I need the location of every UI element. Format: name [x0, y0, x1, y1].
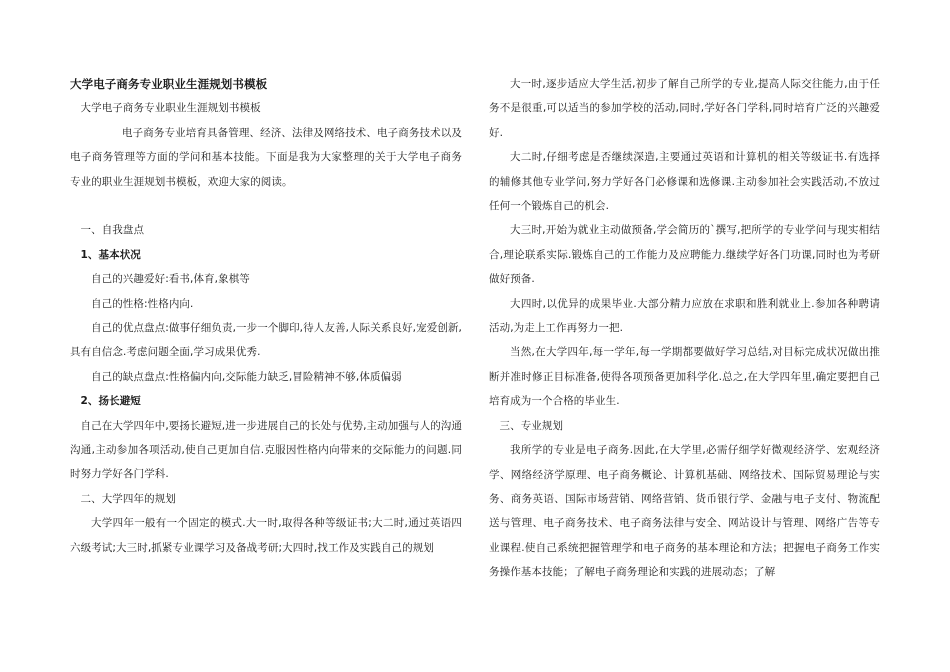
paragraph-improve: 自己在大学四年中,要扬长避短,进一步进展自己的长处与优势,主动加强与人的沟通沟通,主动参加各项活动,使自己更加自信.克服因性格内向带来的交际能力的问题.同时努力学好各门学科. — [70, 419, 462, 481]
paragraph-year4: 大四时,以优异的成果毕业.大部分精力应放在求职和胜利就业上.参加各种聘请活动,为走上工作再努力一把. — [489, 297, 880, 335]
paragraph-major: 我所学的专业是电子商务.因此,在大学里,必需仔细学好微观经济学、宏观经济学、网络经济学原理、电子商务概论、计算机基础、网络技术、国际贸易理论与实务、商务英语、国际市场营销、网络营销、货币银行学、金融与电子支付、物流配送与管理、电子商务技术、电子商务法律与安全、网站设计与管理、网络广告等专业课程.使自己系统把握管理学和电子商务的基本理论和方法；把握电子商务工作实务操作基本技能；了解电子商务理论和实践的进展动态；了解 — [489, 444, 880, 579]
paragraph-personality: 自己的性格:性格内向. — [91, 297, 194, 310]
left-column — [70, 72, 462, 560]
paragraph-year3: 大三时,开始为就业主动做预备,学会简历的`撰写,把所学的专业学问与现实相结合,理论联系实际.锻炼自己的工作能力及应聘能力.继续学好各门功课,同时也为考研做好预备. — [489, 224, 880, 286]
paragraph-year1: 大一时,逐步适应大学生活,初步了解自己所学的专业,提高人际交往能力,由于任务不是很重,可以适当的参加学校的活动,同时,学好各门学科,同时培育广泛的兴趣爱好. — [489, 78, 880, 139]
right-column — [489, 72, 880, 585]
paragraph-summary: 当然,在大学四年,每一学年,每一学期都要做好学习总结,对目标完成状况做出推断并准时修正目标准备,使得各项预备更加科学化.总之,在大学四年里,确定要把自己培育成为一个合格的毕业生. — [489, 346, 880, 408]
intro-paragraph: 电子商务专业培育具备管理、经济、法律及网络技术、电子商务技术以及电子商务管理等方面的学问和基本技能。下面是我为大家整理的关于大学电子商务专业的职业生涯规划书模板，欢迎大家的阅读。 — [70, 126, 462, 188]
section-heading-four-year-plan: 二、大学四年的规划 — [80, 492, 176, 505]
section-heading-self-review: 一、自我盘点 — [80, 224, 145, 237]
paragraph-strengths: 自己的优点盘点:做事仔细负责,一步一个脚印,待人友善,人际关系良好,宠爱创新,具有自信念.考虑问题全面,学习成果优秀. — [70, 322, 462, 359]
blank-line — [70, 194, 462, 218]
subheading-basic-status: 1、基本状况 — [80, 248, 141, 261]
subheading-strengths-weaknesses: 2、扬长避短 — [80, 395, 141, 408]
section-heading-major-plan: 三、专业规划 — [499, 419, 564, 432]
paragraph-weaknesses: 自己的缺点盘点:性格偏内向,交际能力缺乏,冒险精神不够,体质偏弱 — [91, 370, 402, 383]
paragraph-hobby: 自己的兴趣爱好:看书,体育,象棋等 — [91, 273, 250, 286]
paragraph-year2: 大二时,仔细考虑是否继续深造,主要通过英语和计算机的相关等级证书.有选择的辅修其他专业学问,努力学好各门必修课和选修课.主动参加社会实践活动,不放过任何一个锻炼自己的机会. — [489, 151, 880, 213]
document-title: 大学电子商务专业职业生涯规划书模板 — [70, 77, 268, 91]
document-subtitle: 大学电子商务专业职业生涯规划书模板 — [80, 102, 261, 115]
paragraph-plan: 大学四年一般有一个固定的模式.大一时,取得各种等级证书;大二时,通过英语四六级考试;大三时,抓紧专业课学习及备战考研;大四时,找工作及实践自己的规划 — [70, 517, 462, 554]
